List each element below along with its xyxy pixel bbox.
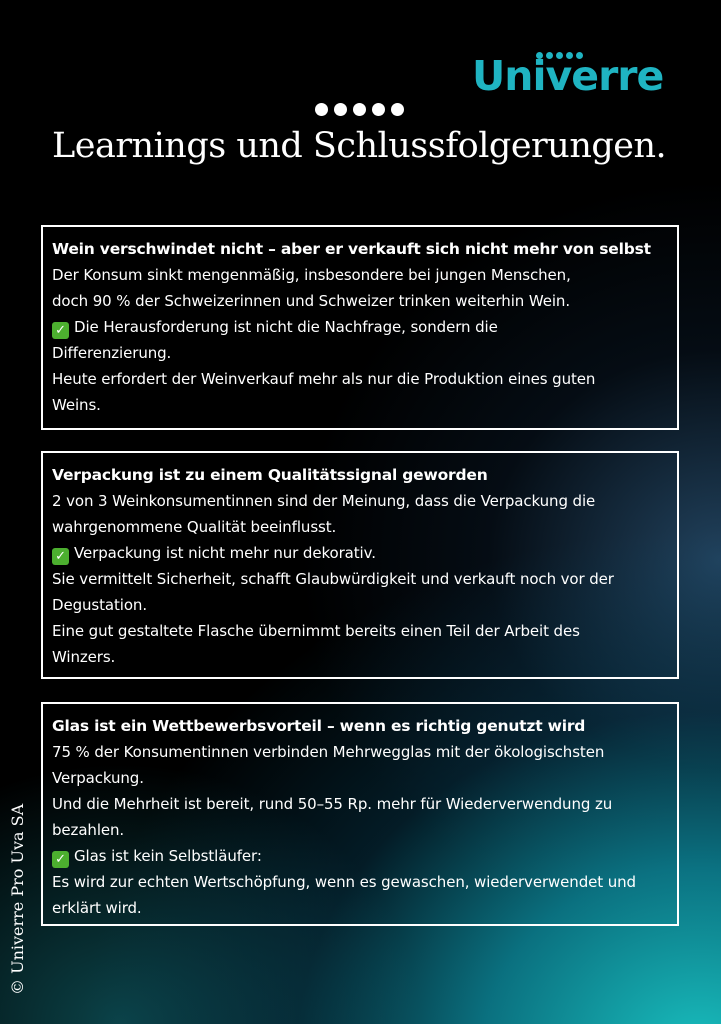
copyright-notice: © Univerre Pro Uva SA	[8, 803, 27, 995]
card-line: Degustation.	[52, 596, 147, 614]
check-mark-icon: ✓	[52, 322, 69, 339]
title-dots-icon	[315, 103, 404, 116]
card-line-text: Glas ist kein Selbstläufer:	[74, 847, 262, 865]
card-heading: Wein verschwindet nicht – aber er verkauft sich nicht mehr von selbst	[52, 240, 651, 258]
learning-card-wine	[41, 225, 679, 430]
card-line: Differenzierung.	[52, 344, 172, 362]
card-line: bezahlen.	[52, 821, 125, 839]
card-line: Weins.	[52, 396, 101, 414]
card-line-check	[52, 540, 669, 566]
card-heading: Glas ist ein Wettbewerbsvorteil – wenn es richtig genutzt wird	[52, 717, 586, 735]
card-line: 75 % der Konsumentinnen verbinden Mehrwegglas mit der ökologischsten	[52, 743, 605, 761]
card-line-text: Die Herausforderung ist nicht die Nachfrage, sondern die	[74, 318, 498, 336]
page-title: Learnings und Schlussfolgerungen.	[52, 126, 667, 166]
card-line-check	[52, 843, 669, 869]
check-mark-icon: ✓	[52, 548, 69, 565]
learning-card-packaging	[41, 451, 679, 679]
card-line: doch 90 % der Schweizerinnen und Schweizer trinken weiterhin Wein.	[52, 292, 570, 310]
card-line: Winzers.	[52, 648, 116, 666]
card-line: Verpackung.	[52, 769, 144, 787]
card-line: Heute erfordert der Weinverkauf mehr als nur die Produktion eines guten	[52, 370, 596, 388]
card-line-text: Verpackung ist nicht mehr nur dekorativ.	[74, 544, 376, 562]
card-heading: Verpackung ist zu einem Qualitätssignal geworden	[52, 466, 488, 484]
check-mark-icon: ✓	[52, 851, 69, 868]
card-line: Und die Mehrheit ist bereit, rund 50–55 Rp. mehr für Wiederverwendung zu	[52, 795, 613, 813]
card-line: Es wird zur echten Wertschöpfung, wenn es gewaschen, wiederverwendet und	[52, 873, 636, 891]
card-line: 2 von 3 Weinkonsumentinnen sind der Meinung, dass die Verpackung die	[52, 492, 596, 510]
card-line: erklärt wird.	[52, 899, 142, 917]
card-line: Eine gut gestaltete Flasche übernimmt bereits einen Teil der Arbeit des	[52, 622, 580, 640]
card-line: Der Konsum sinkt mengenmäßig, insbesondere bei jungen Menschen,	[52, 266, 571, 284]
learning-card-glass	[41, 702, 679, 926]
card-line: Sie vermittelt Sicherheit, schafft Glaubwürdigkeit und verkauft noch vor der	[52, 570, 614, 588]
univerre-logo: Univerre	[472, 52, 664, 100]
card-line-check	[52, 314, 669, 340]
card-line: wahrgenommene Qualität beeinflusst.	[52, 518, 337, 536]
